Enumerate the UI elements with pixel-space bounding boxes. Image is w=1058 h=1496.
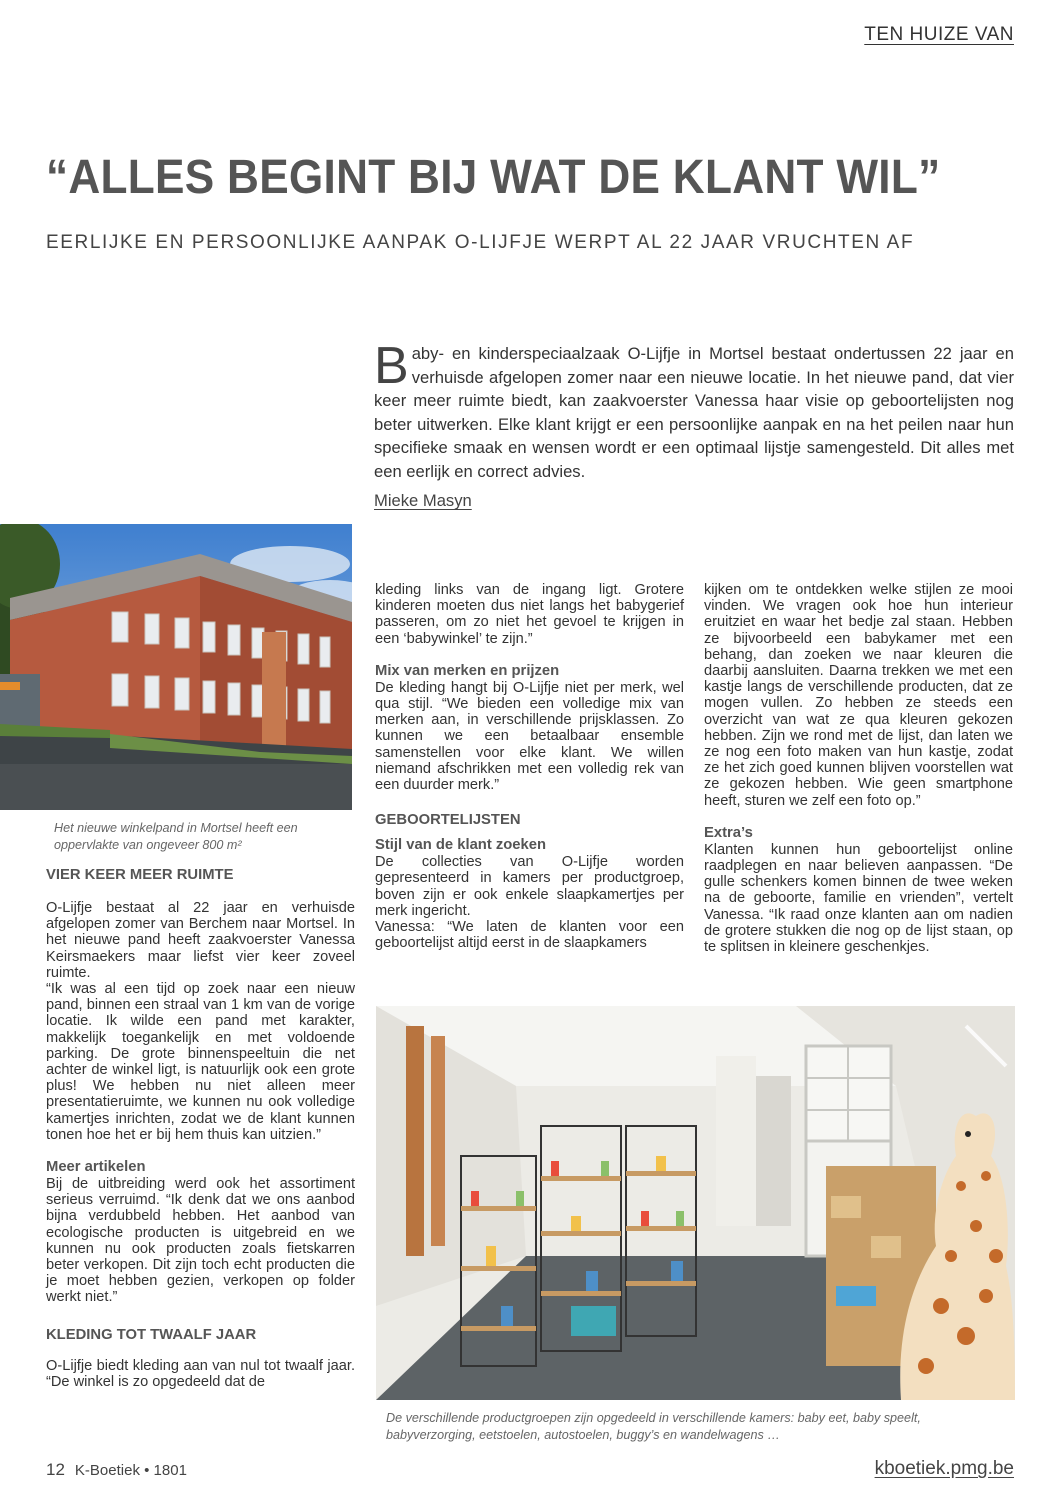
paragraph: De collecties van O-Lijfje worden gepresenteerd in kamers per productgroep, boven zijn er ook enkele slaapkamertjes per merk ingericht. bbox=[375, 854, 684, 919]
paragraph: Bij de uitbreiding werd ook het assortiment serieus verruimd. “Ik denk dat we ons aanbod bijna verdubbeld hebben. Het aanbod van ecologische producten is uitgebreid en we kunnen nu ook producten zoals fietskarren beter verkopen. Dit zijn toch echt producten die je moet hebben gezien, verkopen op folder werkt niet.” bbox=[46, 1176, 355, 1306]
paragraph: O-Lijfje biedt kleding aan van nul tot twaalf jaar. “De winkel is zo opgedeeld dat de bbox=[46, 1357, 355, 1390]
paragraph: kijken om te ontdekken welke stijlen ze mooi vinden. We vragen ook hoe hun interieur eruitziet en waar het bedje zal staan. Hebben ze bijvoorbeeld een babykamer met een behang, dan zoeken we naar kleuren die daarbij aansluiten. Daarna trekken we met een kastje langs de verschillende producten, dat ze mogen vullen. Zo hebben ze steeds een overzicht van wat ze qua kleuren gekozen hebben. Zijn we rond met de lijst, dan laten we ze nog een foto maken van hun kastje, zodat ze het zich goed kunnen blijven voorstellen wat ze gekozen hebben. Wie geen smartphone heeft, sturen we zelf een foto op.” bbox=[704, 582, 1013, 809]
website-link[interactable]: kboetiek.pmg.be bbox=[874, 1458, 1014, 1479]
shop-interior-photo bbox=[376, 1006, 1015, 1400]
column-2 bbox=[375, 582, 684, 951]
heading-vier-keer-meer-ruimte: VIER KEER MEER RUIMTE bbox=[46, 867, 234, 883]
paragraph: O-Lijfje bestaat al 22 jaar en verhuisde afgelopen zomer van Berchem naar Mortsel. In het nieuwe pand heeft zaakvoerster Vanessa Keirsmaekers maar liefst vier keer zoveel ruimte. bbox=[46, 900, 355, 981]
building-photo bbox=[0, 524, 352, 810]
heading-meer-artikelen: Meer artikelen bbox=[46, 1159, 146, 1176]
shop-interior-illustration bbox=[376, 1006, 1015, 1400]
drop-cap: B bbox=[374, 337, 409, 395]
heading-kleding-tot-twaalf-jaar: KLEDING TOT TWAALF JAAR bbox=[46, 1326, 257, 1343]
paragraph: De kleding hangt bij O-Lijfje niet per merk, wel qua stijl. “We bieden een volledige mix van merken aan, in verschillende prijsklassen. Zo kunnen we een betaalbaar ensemble samenstellen voor elke klant. We willen niemand afschrikken met een volledig rek van een duurder merk.” bbox=[375, 679, 684, 794]
issue-label: K-Boetiek • 1801 bbox=[74, 1462, 187, 1479]
page-number: 12 bbox=[46, 1460, 65, 1479]
subtitle: EERLIJKE EN PERSOONLIJKE AANPAK O-LIJFJE WERPT AL 22 JAAR VRUCHTEN AF bbox=[46, 232, 915, 253]
column-3 bbox=[704, 582, 1013, 955]
headline: “ALLES BEGINT BIJ WAT DE KLANT WIL” bbox=[46, 151, 941, 204]
footer-left bbox=[46, 1460, 187, 1480]
heading-extras: Extra’s bbox=[704, 824, 753, 841]
paragraph: kleding links van de ingang ligt. Grotere kinderen moeten dus niet langs het babygerief passeren, om zo niet het gevoel te krijgen in een ‘babywinkel’ te zijn.” bbox=[375, 582, 684, 647]
paragraph: Klanten kunnen hun geboortelijst online raadplegen en naar believen aanpassen. “De gulle schenkers komen binnen de twee weken na de geboorte, familie en vrienden”, vertelt Vanessa. “Ik raad onze klanten aan om nadien de grotere stukken die nog op de lijst staan, op te splitsen in kleinere geschenkjes. bbox=[704, 841, 1013, 956]
building-photo-caption: Het nieuwe winkelpand in Mortsel heeft een oppervlakte van ongeveer 800 m² bbox=[54, 821, 298, 852]
building-illustration bbox=[0, 524, 352, 810]
intro-paragraph bbox=[374, 337, 1014, 483]
intro-text: aby- en kinderspeciaalzaak O-Lijfje in Mortsel bestaat ondertussen 22 jaar en verhuisde afgelopen zomer naar een nieuwe locatie. In het nieuwe pand, dat vier keer meer ruimte biedt, kan zaakvoerster Vanessa haar visie op geboortelijsten nog beter uitwerken. Elke klant krijgt er een persoonlijke aanpak en na het peilen naar hun specifieke smaak en wensen wordt er een optimaal lijstje samengesteld. Dit alles met een eerlijk en correct advies. bbox=[374, 344, 1014, 481]
shop-photo-caption: De verschillende productgroepen zijn opgedeeld in verschillende kamers: baby eet, baby speelt, babyverzorging, eetstoelen, autostoelen, buggy’s en wandelwagens … bbox=[386, 1411, 921, 1442]
paragraph: Vanessa: “We laten de klanten voor een geboortelijst altijd eerst in de slaapkamers bbox=[375, 919, 684, 952]
heading-mix-van-merken: Mix van merken en prijzen bbox=[375, 662, 560, 679]
section-tag: TEN HUIZE VAN bbox=[864, 24, 1014, 45]
column-1 bbox=[46, 866, 355, 1390]
heading-stijl-van-de-klant: Stijl van de klant zoeken bbox=[375, 837, 547, 854]
paragraph: “Ik was al een tijd op zoek naar een nieuw pand, binnen een straal van 1 km van de vorige locatie. Ik wilde een pand met karakter, makkelijk toegankelijk en met voldoende parking. De grote binnenspeeltuin die net achter de winkel ligt, is natuurlijk ook een grote plus! We hebben nu niet alleen meer presentatieruimte, we kunnen nu ook volledige kamertjes inrichten, zodat we de klant kunnen tonen hoe het er bij hem thuis kan uitzien.” bbox=[46, 981, 355, 1143]
author-byline: Mieke Masyn bbox=[374, 491, 472, 510]
heading-geboortelijsten: GEBOORTELIJSTEN bbox=[375, 812, 521, 829]
